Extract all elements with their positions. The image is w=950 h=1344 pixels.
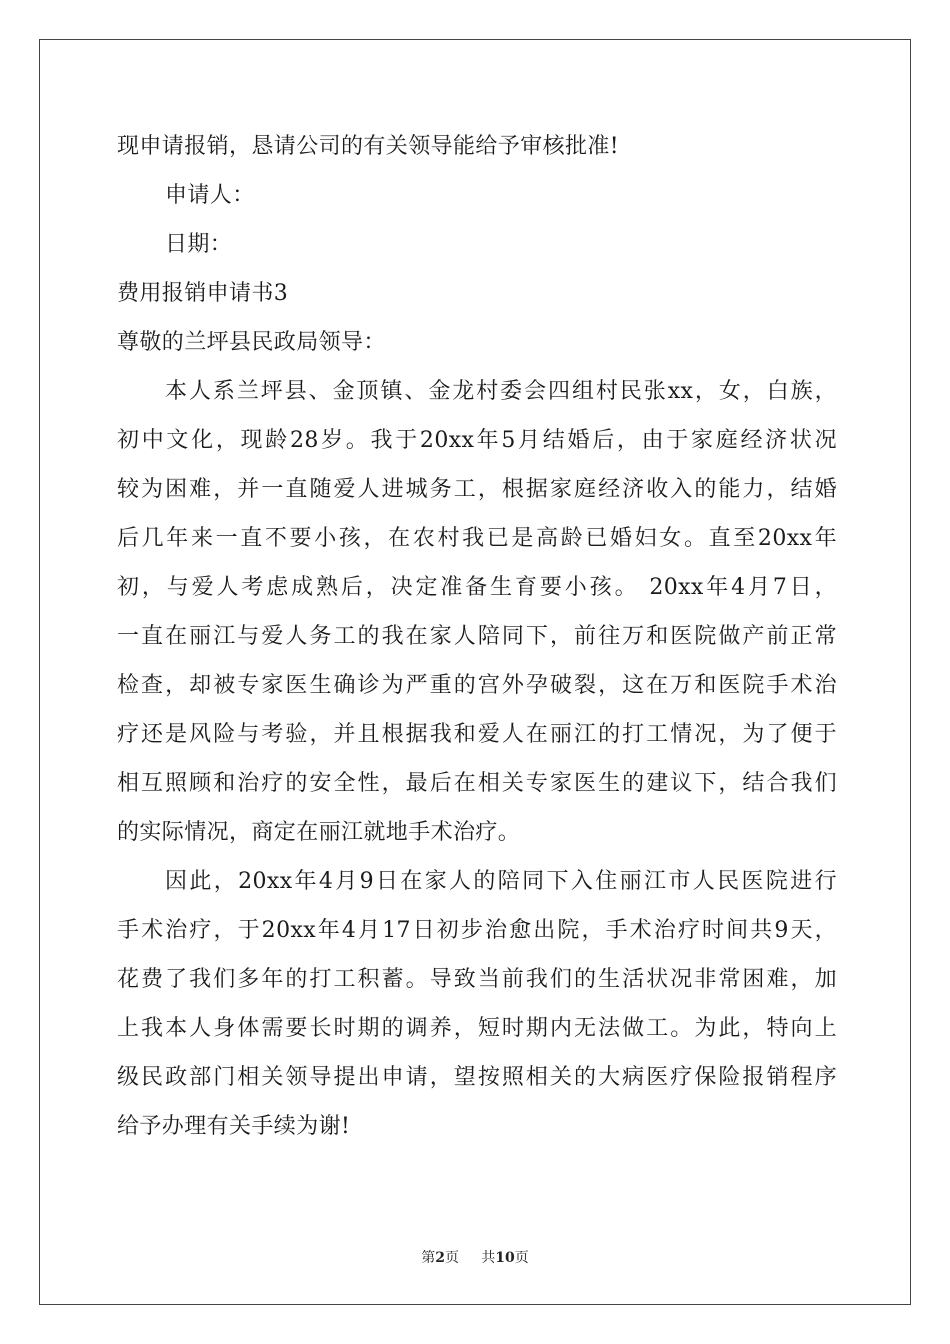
date-label: 日期： bbox=[165, 232, 233, 257]
paragraph-line: 手术治疗，于20xx年4月17日初步治愈出院，手术治疗时间共9天， bbox=[117, 918, 837, 943]
applicant-label: 申请人： bbox=[165, 183, 255, 208]
paragraph-line: 花费了我们多年的打工积蓄。导致当前我们的生活状况非常困难，加 bbox=[117, 967, 837, 992]
paragraph-line: 一直在丽江与爱人务工的我在家人陪同下，前往万和医院做产前正常 bbox=[117, 624, 837, 649]
salutation: 尊敬的兰坪县民政局领导： bbox=[117, 330, 386, 355]
paragraph-line: 级民政部门相关领导提出申请，望按照相关的大病医疗保险报销程序 bbox=[117, 1065, 837, 1090]
paragraph-line: 疗还是风险与考验，并且根据我和爱人在丽江的打工情况，为了便于 bbox=[117, 722, 837, 747]
page-prefix: 第 bbox=[421, 1250, 436, 1266]
paragraph-line: 的实际情况，商定在丽江就地手术治疗。 bbox=[117, 820, 521, 845]
paragraph-line: 后几年来一直不要小孩，在农村我已是高龄已婚妇女。直至20xx年 bbox=[117, 526, 837, 551]
total-prefix: 共 bbox=[481, 1250, 496, 1266]
paragraph-line: 因此，20xx年4月9日在家人的陪同下入住丽江市人民医院进行 bbox=[165, 869, 837, 894]
closing-request-line: 现申请报销，恳请公司的有关领导能给予审核批准! bbox=[117, 134, 620, 159]
paragraph-line: 初中文化，现龄28岁。我于20xx年5月结婚后，由于家庭经济状况 bbox=[117, 428, 837, 453]
paragraph-line: 上我本人身体需要长时期的调养，短时期内无法做工。为此，特向上 bbox=[117, 1016, 837, 1041]
total-count: 10 bbox=[495, 1250, 515, 1266]
paragraph-line: 初，与爱人考虑成熟后，决定准备生育要小孩。 20xx年4月7日， bbox=[117, 575, 837, 600]
total-suffix: 页 bbox=[514, 1250, 529, 1266]
section-title: 费用报销申请书3 bbox=[117, 281, 289, 306]
paragraph-line: 给予办理有关手续为谢! bbox=[117, 1114, 351, 1139]
paragraph-line: 相互照顾和治疗的安全性，最后在相关专家医生的建议下，结合我们 bbox=[117, 771, 837, 796]
page-number bbox=[421, 1250, 459, 1266]
page-suffix: 页 bbox=[445, 1250, 459, 1266]
paragraph-line: 检查，却被专家医生确诊为严重的宫外孕破裂，这在万和医院手术治 bbox=[117, 673, 837, 698]
page-total bbox=[481, 1250, 528, 1266]
page-footer bbox=[0, 1247, 950, 1267]
paragraph-line: 本人系兰坪县、金顶镇、金龙村委会四组村民张xx，女，白族， bbox=[165, 379, 837, 404]
paragraph-line: 较为困难，并一直随爱人进城务工，根据家庭经济收入的能力，结婚 bbox=[117, 477, 837, 502]
page-current: 2 bbox=[435, 1250, 445, 1266]
document-body bbox=[117, 128, 837, 1157]
